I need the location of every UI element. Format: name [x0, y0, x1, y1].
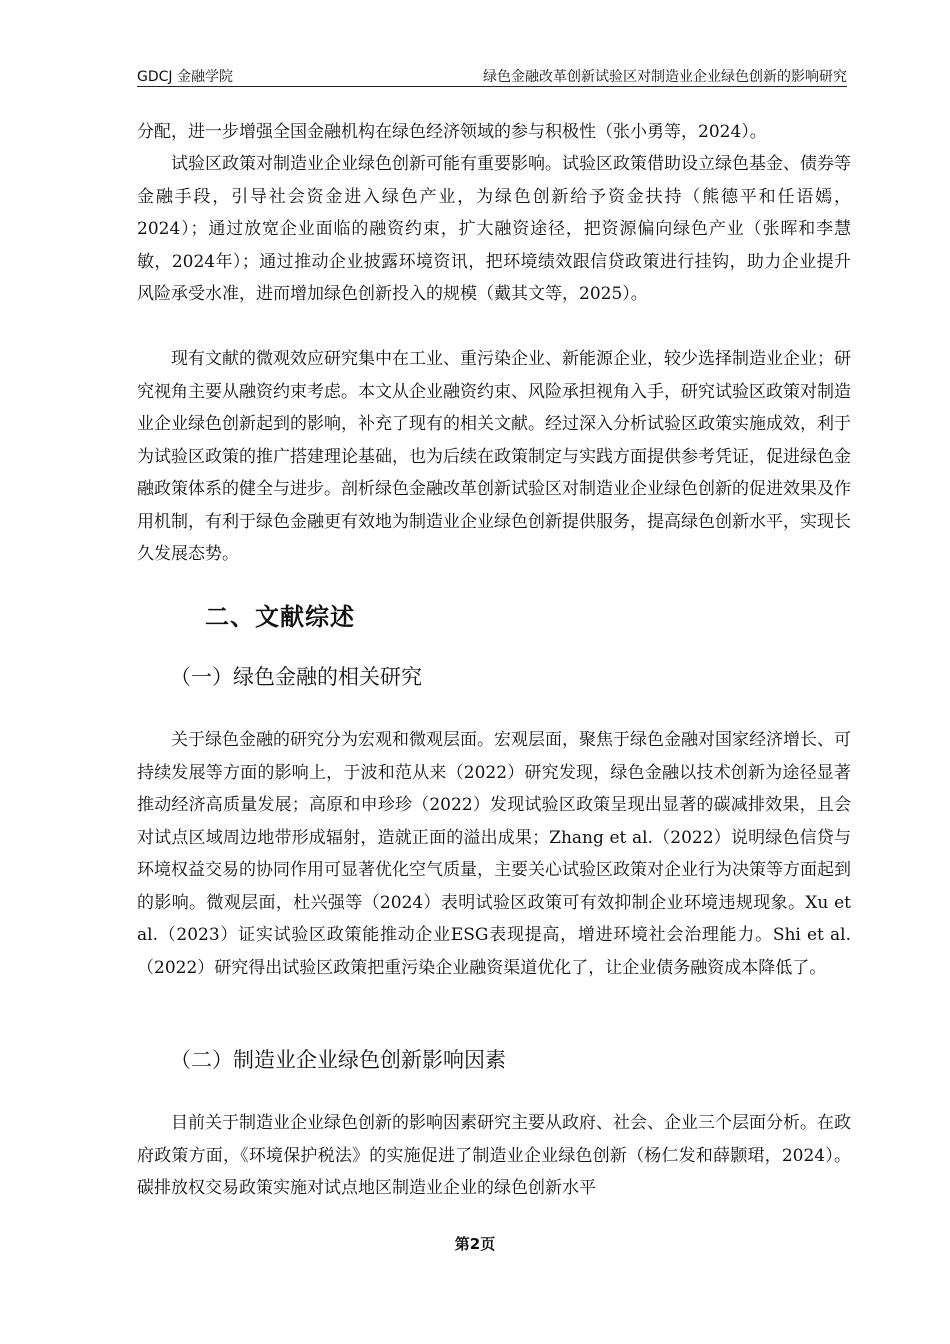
subsection-heading-green-finance: （一）绿色金融的相关研究 [170, 665, 422, 689]
page-number: 第2页 [454, 1235, 496, 1253]
paragraph-policy-impact: 试验区政策对制造业企业绿色创新可能有重要影响。试验区政策借助设立绿色基金、债券等金融手段，引导社会资金进入绿色产业，为绿色创新给予资金扶持（熊德平和任语嫣，2024）；通过放宽企业面临的融资约束，扩大融资途径，把资源偏向绿色产业（张晖和李慧敏，2024年）；通过推动企业披露环境资讯，把环境绩效跟信贷政策进行挂钩，助力企业提升风险承受水准，进而增加绿色创新投入的规模（戴其文等，2025）。 [137, 154, 851, 304]
header-paper-title: 绿色金融改革创新试验区对制造业企业绿色创新的影响研究 [483, 69, 847, 85]
subsection-heading-influence-factors: （二）制造业企业绿色创新影响因素 [170, 1048, 506, 1072]
header-divider [137, 86, 847, 87]
paragraph-research-contribution: 现有文献的微观效应研究集中在工业、重污染企业、新能源企业，较少选择制造业企业；研究视角主要从融资约束考虑。本文从企业融资约束、风险承担视角入手，研究试验区政策对制造业企业绿色创新起到的影响，补充了现有的相关文献。经过深入分析试验区政策实施成效，利于为试验区政策的推广搭建理论基础，也为后续在政策制定与实践方面提供参考凭证，促进绿色金融政策体系的健全与进步。剖析绿色金融改革创新试验区对制造业企业绿色创新的促进效果及作用机制，有利于绿色金融更有效地为制造业企业绿色创新提供服务，提高绿色创新水平，实现长久发展态势。 [137, 349, 851, 564]
header-institution: GDCJ 金融学院 [137, 69, 233, 85]
paragraph-green-finance-research: 关于绿色金融的研究分为宏观和微观层面。宏观层面，聚焦于绿色金融对国家经济增长、可持续发展等方面的影响上，于波和范从来（2022）研究发现，绿色金融以技术创新为途径显著推动经济高质量发展；高原和申珍珍（2022）发现试验区政策呈现出显著的碳减排效果，且会对试点区域周边地带形成辐射，造就正面的溢出成果；Zhang et al.（2022）说明绿色信贷与环境权益交易的协同作用可显著优化空气质量，主要关心试验区政策对企业行为决策等方面起到的影响。微观层面，杜兴强等（2024）表明试验区政策可有效抑制企业环境违规现象。Xu et al.（2023）证实试验区政策能推动企业ESG表现提高，增进环境社会治理能力。Shi et al.（2022）研究得出试验区政策把重污染企业融资渠道优化了，让企业债务融资成本降低了。 [137, 730, 851, 978]
paragraph-influence-factors: 目前关于制造业企业绿色创新的影响因素研究主要从政府、社会、企业三个层面分析。在政府政策方面，《环境保护税法》的实施促进了制造业企业绿色创新（杨仁发和薛颢珺，2024）。碳排放权交易政策实施对试点地区制造业企业的绿色创新水平 [137, 1113, 851, 1198]
paragraph-continuation: 分配，进一步增强全国金融机构在绿色经济领域的参与积极性（张小勇等，2024）。 [137, 122, 767, 142]
section-heading-literature-review: 二、文献综述 [205, 603, 355, 631]
